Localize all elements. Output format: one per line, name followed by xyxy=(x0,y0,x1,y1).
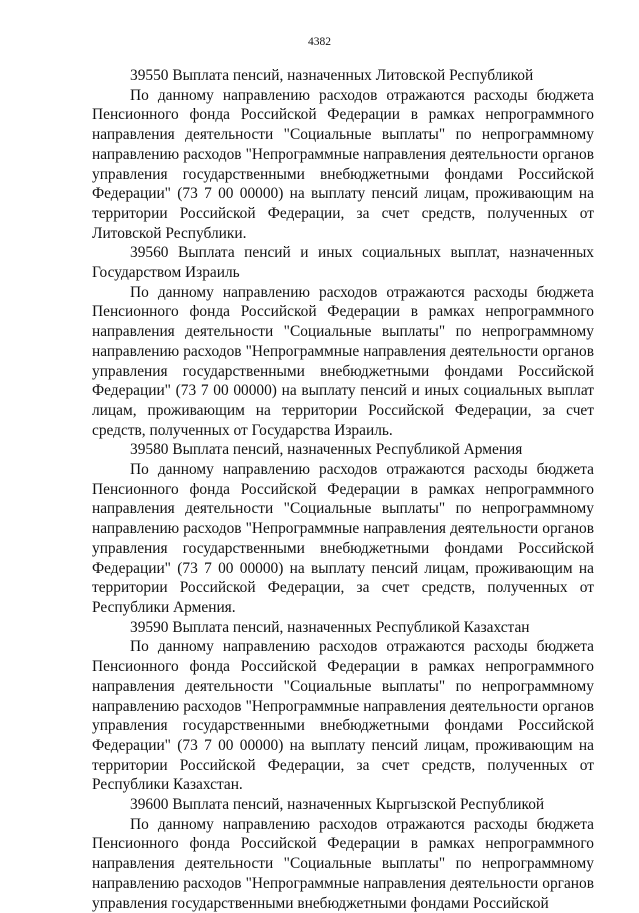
section-heading-39590: 39590 Выплата пенсий, назначенных Республикой Казахстан xyxy=(130,618,530,636)
section-body-39560: По данному направлению расходов отражаются расходы бюджета Пенсионного фонда Российской Федерации в рамках непрограммного направления деятельности "Социальные выплаты" по непрограммному направлению расходов "Непрограммные направления деятельности органов управления государственными внебюджетными фондами Российской Федерации" (73 7 00 00000) на выплату пенсий и иных социальных выплат лицам, проживающим на территории Российской Федерации, за счет средств, полученных от Государства Израиль. xyxy=(92,283,594,439)
section-body-39550: По данному направлению расходов отражаются расходы бюджета Пенсионного фонда Российской Федерации в рамках непрограммного направления деятельности "Социальные выплаты" по непрограммному направлению расходов "Непрограммные направления деятельности органов управления государственными внебюджетными фондами Российской Федерации" (73 7 00 00000) на выплату пенсий лицам, проживающим на территории Российской Федерации, за счет средств, полученных от Литовской Республики. xyxy=(92,86,594,242)
page-number: 4382 xyxy=(308,36,331,48)
section-heading-39580: 39580 Выплата пенсий, назначенных Республикой Армения xyxy=(130,441,523,459)
section-body-39590: По данному направлению расходов отражаются расходы бюджета Пенсионного фонда Российской Федерации в рамках непрограммного направления деятельности "Социальные выплаты" по непрограммному направлению расходов "Непрограммные направления деятельности органов управления государственными внебюджетными фондами Российской Федерации" (73 7 00 00000) на выплату пенсий лицам, проживающим на территории Российской Федерации, за счет средств, полученных от Республики Казахстан. xyxy=(92,638,594,794)
section-body-39600: По данному направлению расходов отражаются расходы бюджета Пенсионного фонда Российской Федерации в рамках непрограммного направления деятельности "Социальные выплаты" по непрограммному направлению расходов "Непрограммные направления деятельности органов управления государственными внебюджетными фондами Российской xyxy=(92,815,594,912)
section-body-39580: По данному направлению расходов отражаются расходы бюджета Пенсионного фонда Российской Федерации в рамках непрограммного направления деятельности "Социальные выплаты" по непрограммному направлению расходов "Непрограммные направления деятельности органов управления государственными внебюджетными фондами Российской Федерации" (73 7 00 00000) на выплату пенсий лицам, проживающим на территории Российской Федерации, за счет средств, полученных от Республики Армения. xyxy=(92,461,594,616)
section-heading-39550: 39550 Выплата пенсий, назначенных Литовской Республикой xyxy=(130,67,534,84)
section-heading-39600: 39600 Выплата пенсий, назначенных Кыргызской Республикой xyxy=(130,796,545,814)
document-body xyxy=(92,66,594,913)
section-heading-39560: 39560 Выплата пенсий и иных социальных выплат, назначенных Государством Израиль xyxy=(92,244,594,282)
